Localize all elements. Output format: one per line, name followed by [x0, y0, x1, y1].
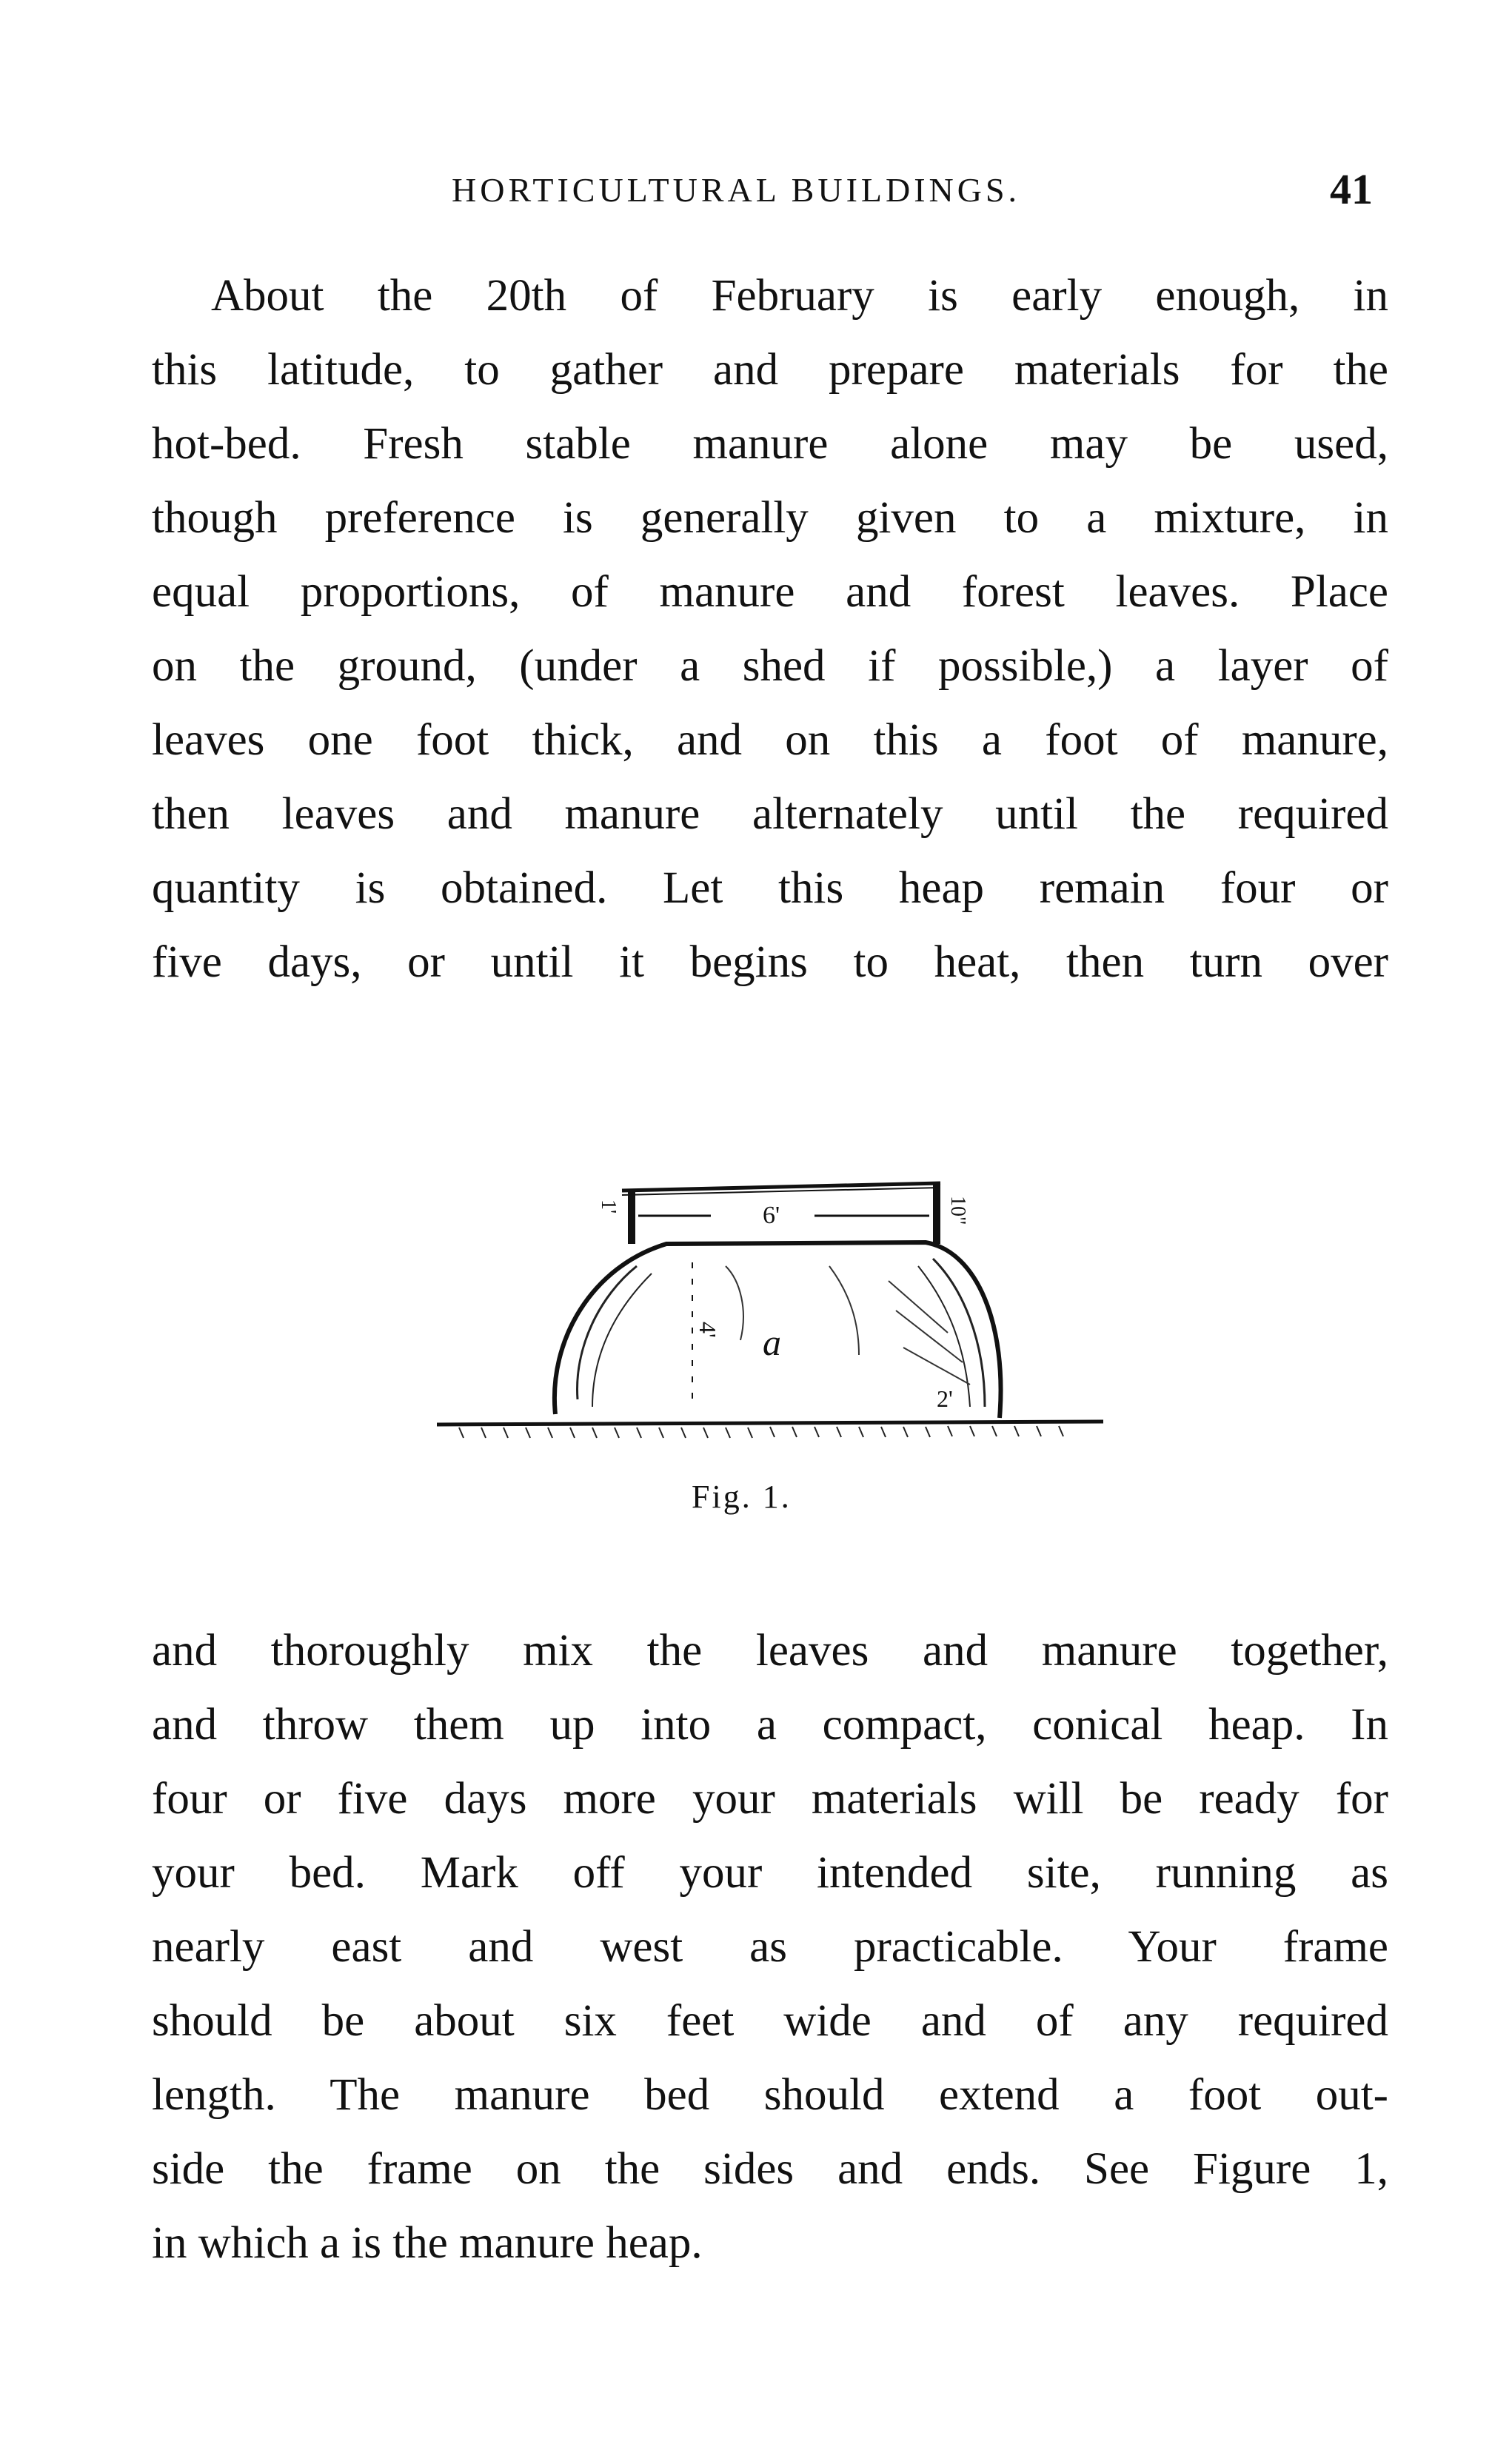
text-line: and thoroughly mix the leaves and manure together, — [152, 1626, 1388, 1676]
paragraph-2 — [152, 1614, 1388, 2280]
text-line: nearly east and west as practicable. Your frame — [152, 1922, 1388, 1972]
text-line: leaves one foot thick, and on this a foot of manure, — [152, 715, 1388, 765]
text-line: quantity is obtained. Let this heap remain four or — [152, 863, 1388, 913]
heap-hatch — [903, 1348, 970, 1385]
text-line: should be about six feet wide and of any required — [152, 1996, 1388, 2046]
heap-hatch — [889, 1281, 948, 1333]
text-line: and throw them up into a compact, conical heap. In — [152, 1700, 1388, 1750]
text-line: side the frame on the sides and ends. See Figure 1, — [152, 2144, 1388, 2194]
frame-right-post — [933, 1185, 940, 1244]
heap-hatch — [726, 1266, 743, 1340]
width-label: 6' — [763, 1202, 780, 1229]
frame-left-post — [628, 1192, 635, 1244]
figure-caption: Fig. 1. — [692, 1479, 792, 1515]
ground-hatching — [459, 1426, 1063, 1438]
page-number: 41 — [1330, 165, 1373, 213]
text-line: five days, or until it begins to heat, then turn over — [152, 937, 1388, 987]
ground-line — [437, 1422, 1103, 1425]
text-line: About the 20th of February is early enough, in — [211, 271, 1388, 321]
side-label: 2' — [937, 1385, 953, 1412]
text-line: length. The manure bed should extend a foot out- — [152, 2070, 1388, 2120]
heap-label: a — [763, 1322, 781, 1363]
frame-left-label: 1' — [597, 1199, 620, 1214]
running-head — [0, 164, 1512, 216]
heap-hatch — [592, 1273, 652, 1407]
text-line: in which a is the manure heap. — [152, 2218, 703, 2268]
heap-hatch — [896, 1311, 963, 1362]
heap-hatch — [829, 1266, 859, 1355]
height-label: 4' — [695, 1322, 721, 1338]
text-line: hot-bed. Fresh stable manure alone may be used, — [152, 419, 1388, 469]
hotbed-diagram — [415, 1162, 1125, 1481]
text-line: equal proportions, of manure and forest leaves. Place — [152, 567, 1388, 617]
frame-right-label: 10" — [946, 1196, 969, 1225]
text-line: then leaves and manure alternately until the required — [152, 789, 1388, 839]
figure-1-hotbed-diagram — [415, 1162, 1125, 1481]
heap-hatch — [578, 1266, 637, 1399]
running-title: HORTICULTURAL BUILDINGS. — [452, 171, 1021, 209]
text-line: four or five days more your materials will be ready for — [152, 1774, 1388, 1824]
text-line: your bed. Mark off your intended site, running as — [152, 1848, 1388, 1898]
text-line: on the ground, (under a shed if possible,) a layer of — [152, 641, 1388, 691]
text-line: this latitude, to gather and prepare materials for the — [152, 345, 1388, 395]
paragraph-1 — [152, 259, 1388, 1000]
text-line: though preference is generally given to a mixture, in — [152, 493, 1388, 543]
